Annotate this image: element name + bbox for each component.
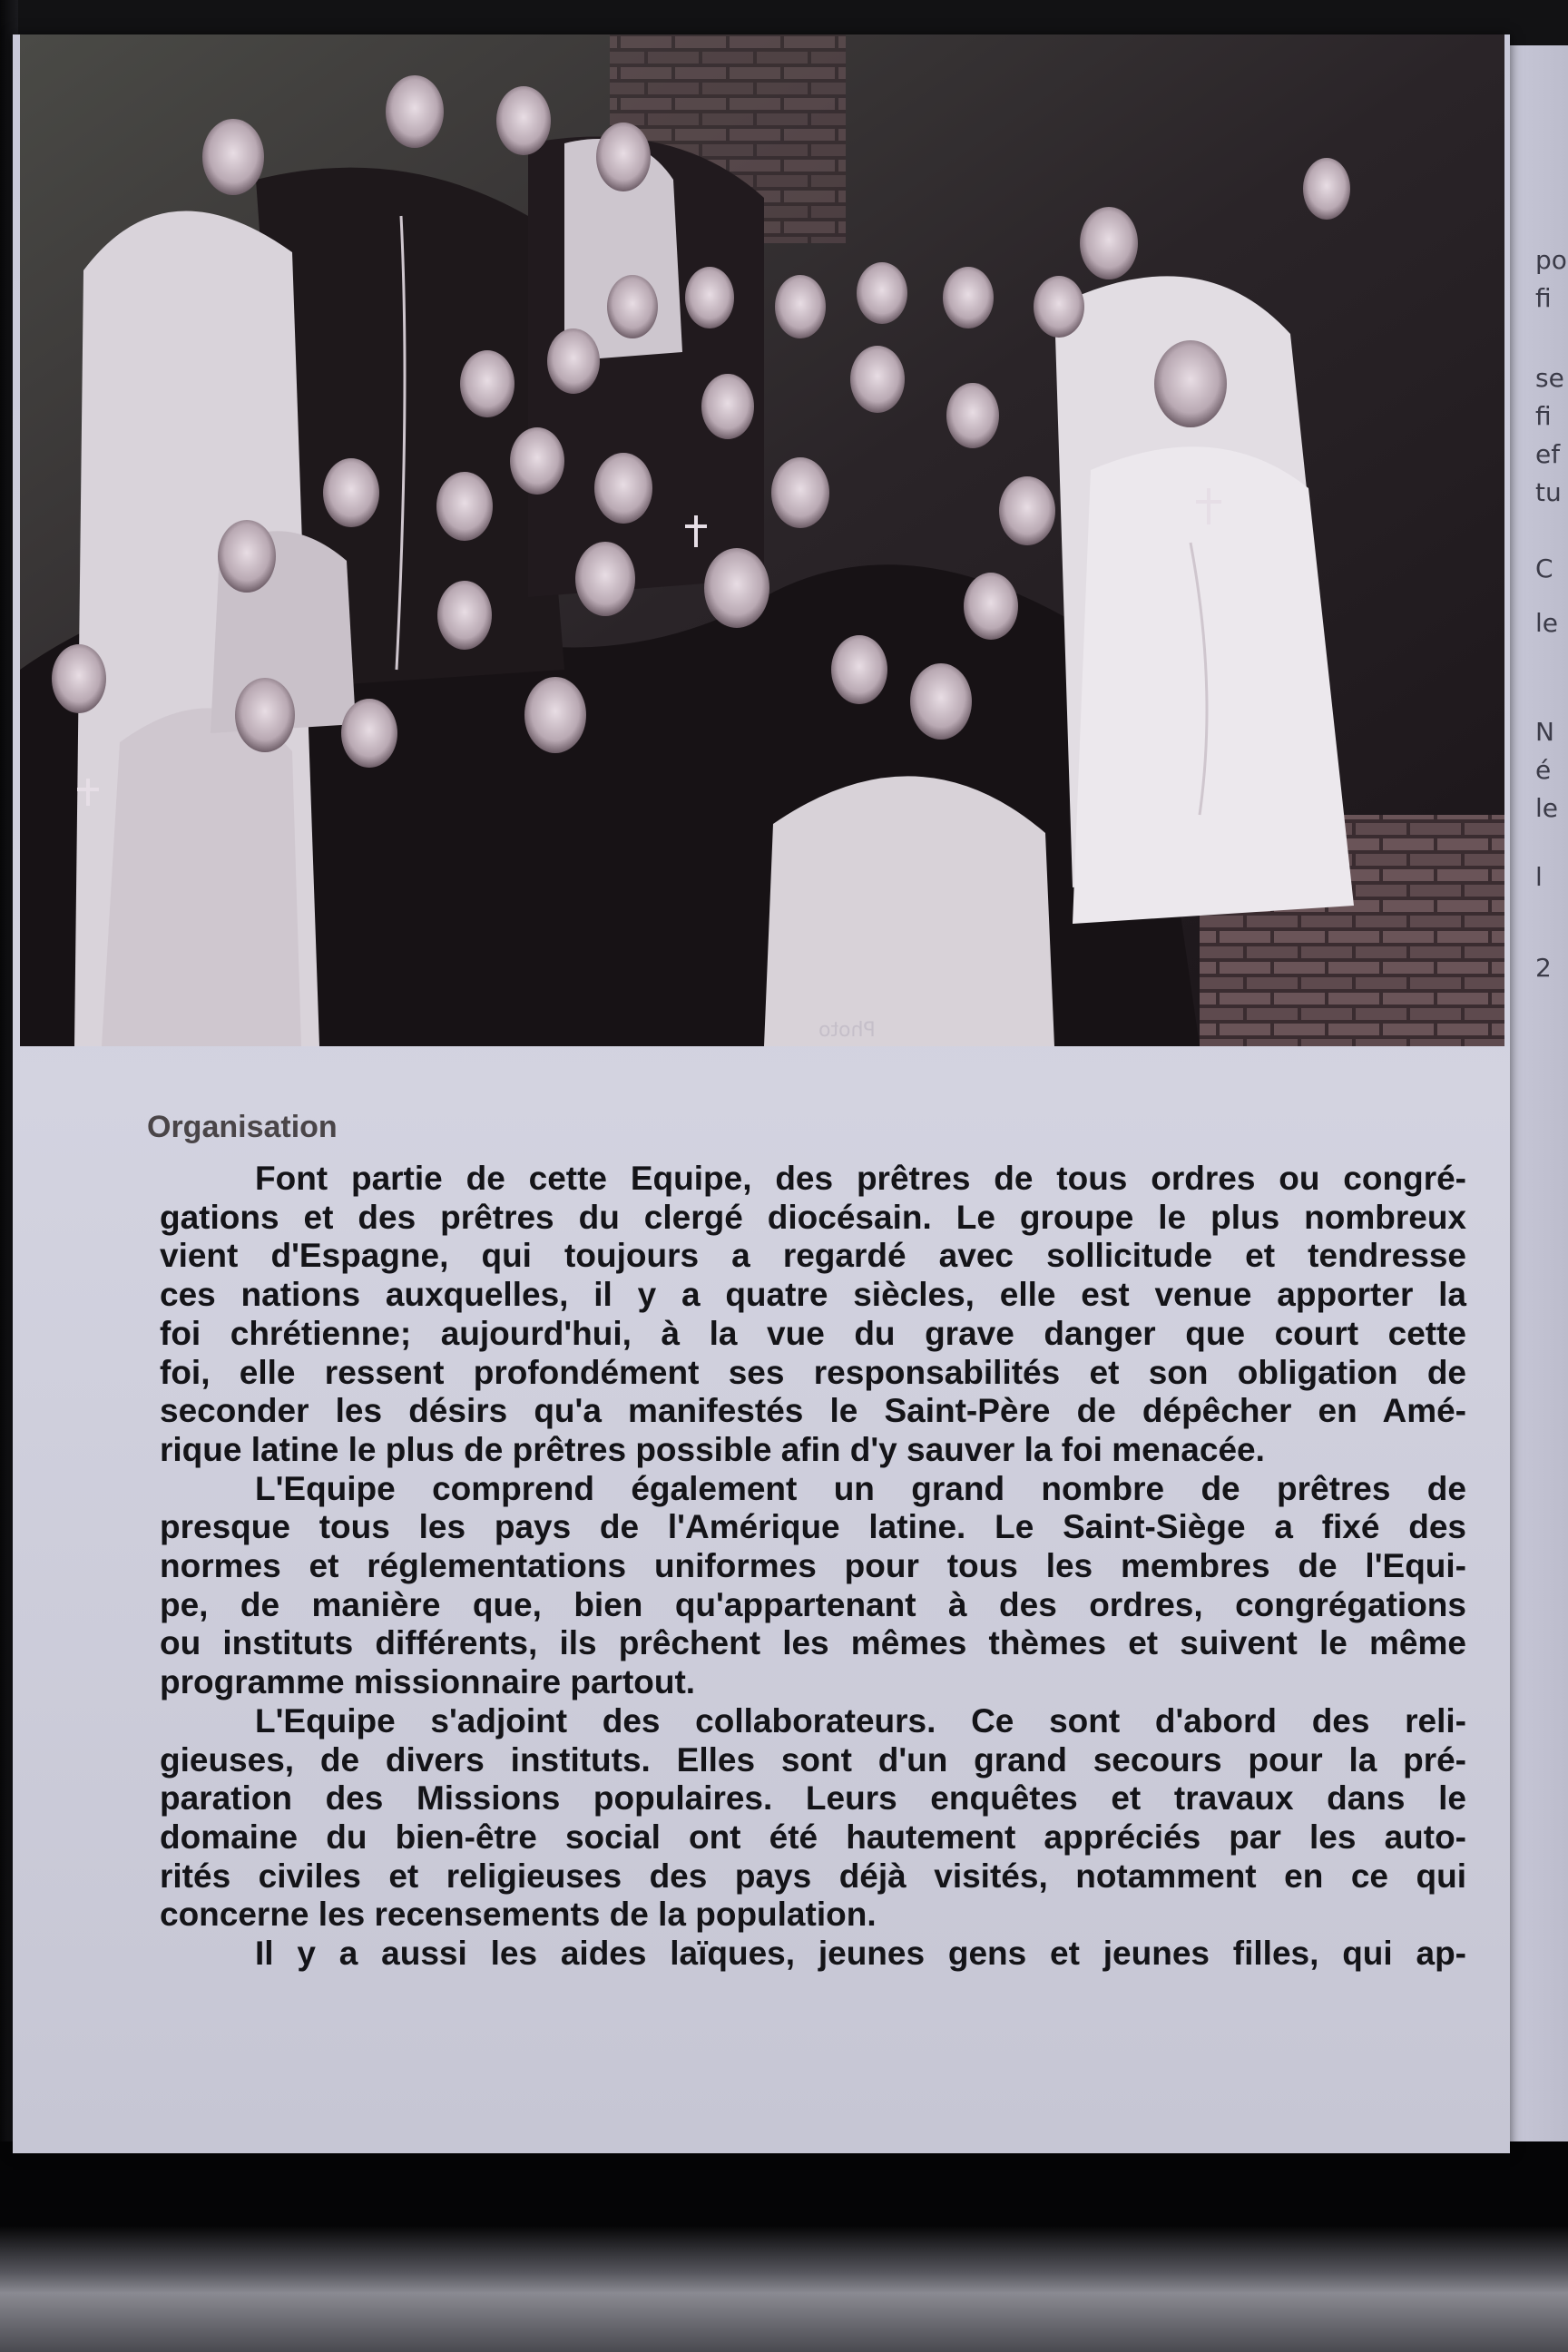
text-line: foi chrétienne; aujourd'hui, à la vue du grave danger que court cette — [160, 1314, 1466, 1352]
paragraph-3 — [160, 1702, 1466, 1935]
section-heading: Organisation — [147, 1110, 338, 1144]
group-photograph — [20, 34, 1504, 1046]
adjacent-page-fragment: N — [1535, 717, 1554, 747]
group-photo-image — [20, 34, 1504, 1046]
adjacent-page-fragment: se — [1535, 363, 1564, 393]
paragraph-4 — [160, 1935, 1466, 1974]
text-line: ou instituts différents, ils prêchent les mêmes thèmes et suivent le même — [160, 1624, 1466, 1662]
article-text — [147, 1110, 1466, 1974]
text-line: pe, de manière que, bien qu'appartenant à des ordres, congrégations — [160, 1585, 1466, 1623]
photo-credit: Photo — [818, 1019, 876, 1042]
text-line: gations et des prêtres du clergé diocésain. Le groupe le plus nombreux — [160, 1198, 1466, 1236]
adjacent-page-fragment: 2 — [1535, 953, 1552, 983]
text-line: normes et réglementations uniformes pour tous les membres de l'Equi- — [160, 1547, 1466, 1585]
paragraph-2 — [160, 1470, 1466, 1702]
text-line: Font partie de cette Equipe, des prêtres de tous ordres ou congré- — [255, 1160, 1466, 1197]
text-line: paration des Missions populaires. Leurs enquêtes et travaux dans le — [160, 1779, 1466, 1818]
text-line: rique latine le plus de prêtres possible afin d'y sauver la foi menacée. — [160, 1430, 1265, 1468]
text-line: Il y a aussi les aides laïques, jeunes gens et jeunes filles, qui ap- — [255, 1935, 1466, 1973]
text-line: foi, elle ressent profondément ses responsabilités et son obligation de — [160, 1353, 1466, 1391]
text-line: L'Equipe s'adjoint des collaborateurs. Ce sont d'abord des reli- — [255, 1701, 1466, 1740]
paragraph-1 — [160, 1160, 1466, 1470]
adjacent-page-fragment: le — [1535, 793, 1559, 823]
text-line: presque tous les pays de l'Amérique latine. Le Saint-Siège a fixé des — [160, 1508, 1466, 1546]
adjacent-page-fragment: le — [1535, 608, 1559, 638]
adjacent-page-fragment: fi — [1535, 283, 1552, 313]
text-line: concerne les recensements de la population. — [160, 1896, 877, 1934]
text-line: programme missionnaire partout. — [160, 1663, 696, 1701]
adjacent-page-fragment: tu — [1535, 477, 1562, 507]
text-line: ces nations auxquelles, il y a quatre siècles, elle est venue apporter la — [160, 1276, 1466, 1314]
adjacent-page-fragment: po — [1535, 245, 1567, 275]
background-bottom — [0, 2141, 1568, 2352]
adjacent-page-fragment: ef — [1535, 439, 1561, 469]
adjacent-page-fragment: l — [1535, 862, 1543, 892]
magazine-page — [13, 34, 1510, 2153]
text-line: vient d'Espagne, qui toujours a regardé avec sollicitude et tendresse — [160, 1237, 1466, 1275]
text-line: gieuses, de divers instituts. Elles sont d'un grand secours pour la pré- — [160, 1740, 1466, 1779]
text-line: L'Equipe comprend également un grand nombre de prêtres de — [255, 1469, 1466, 1507]
adjacent-page-fragment: fi — [1535, 401, 1552, 431]
text-line: domaine du bien-être social ont été hautement appréciés par les auto- — [160, 1818, 1466, 1856]
text-line: seconder les désirs qu'a manifestés le Saint-Père de dépêcher en Amé- — [160, 1392, 1466, 1430]
text-line: rités civiles et religieuses des pays déjà visités, notamment en ce qui — [160, 1857, 1466, 1895]
adjacent-page-fragment: C — [1535, 554, 1553, 583]
adjacent-page-fragment: é — [1535, 755, 1552, 785]
